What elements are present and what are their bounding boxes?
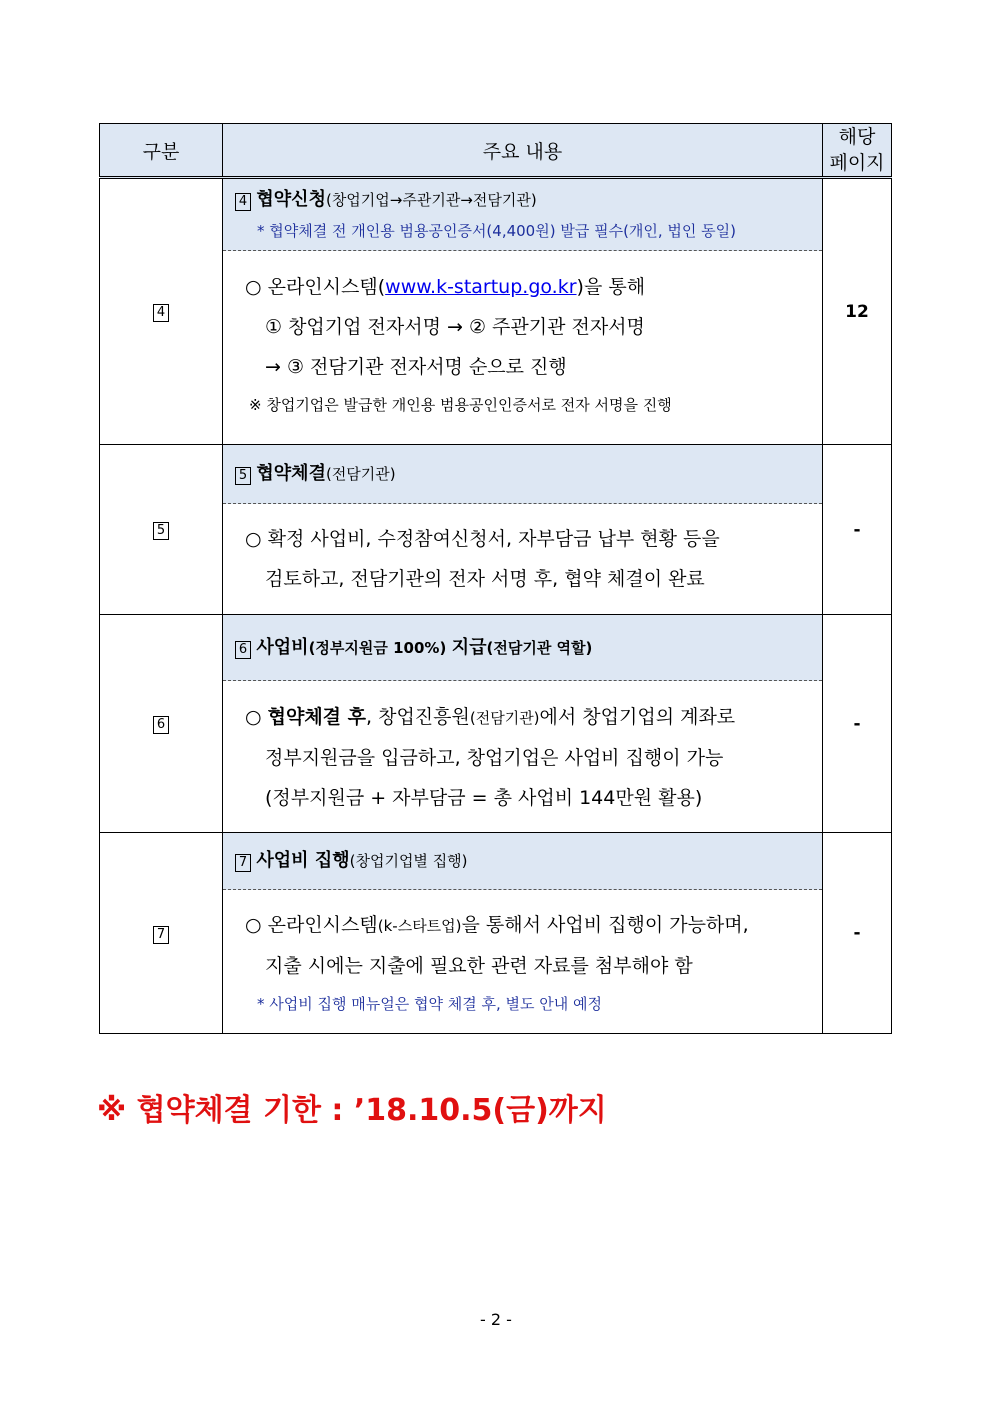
section-title-sub: (창업기업→주관기관→전담기관)	[325, 191, 537, 209]
section-body	[223, 251, 822, 423]
table-row	[100, 445, 892, 615]
step-number: 5	[153, 522, 169, 540]
content-cell	[223, 445, 823, 615]
body-text: )을 통해	[576, 276, 646, 298]
body-text: ○ 확정 사업비, 수정참여신청서, 자부담금 납부 현황 등을	[245, 528, 720, 550]
section-body	[223, 890, 822, 1022]
body-text: 에서 창업기업의 계좌로	[539, 706, 736, 728]
procedure-table	[99, 123, 892, 1034]
step-number: 7	[235, 854, 251, 872]
section-title	[223, 833, 822, 890]
step-number: 5	[235, 467, 251, 485]
section-title-text: 협약체결	[256, 463, 326, 484]
step-number: 4	[153, 304, 169, 322]
body-text: , 창업진흥원	[366, 706, 470, 728]
section-title-sub: (정부지원금 100%)	[308, 639, 447, 657]
header-category: 구분	[100, 124, 223, 178]
content-cell	[223, 833, 823, 1034]
body-note: ※ 창업기업은 발급한 개인용 범용공인인증서로 전자 서명을 진행	[249, 396, 672, 414]
body-text: ○ 온라인시스템(	[245, 276, 386, 298]
body-text: 을 통해서 사업비 집행이 가능하며,	[461, 914, 749, 936]
section-title-text: 사업비	[256, 637, 309, 658]
row-number-cell	[100, 178, 223, 445]
body-text: 검토하고, 전담기관의 전자 서명 후, 협약 체결이 완료	[265, 568, 705, 590]
header-content: 주요 내용	[223, 124, 823, 178]
row-number-cell	[100, 833, 223, 1034]
table-row	[100, 178, 892, 445]
section-title-sub: (창업기업별 집행)	[349, 852, 468, 870]
page-cell: 12	[823, 178, 892, 445]
section-title-sub: (전담기관)	[325, 465, 396, 483]
body-text: → ③ 전담기관 전자서명 순으로 진행	[265, 356, 567, 378]
body-bold-text: 협약체결 후	[267, 706, 367, 728]
page-cell: -	[823, 615, 892, 833]
section-title	[223, 179, 822, 251]
section-title	[223, 615, 822, 681]
step-number: 7	[153, 926, 169, 944]
step-number: 4	[235, 193, 251, 211]
body-text: ○	[245, 706, 268, 728]
table-header-row	[100, 124, 892, 178]
content-cell	[223, 615, 823, 833]
table-row	[100, 615, 892, 833]
body-text: (정부지원금 + 자부담금 = 총 사업비 144만원 활용)	[265, 787, 703, 809]
section-title-text: 사업비 집행	[256, 850, 350, 871]
step-number: 6	[235, 641, 251, 659]
table-row	[100, 833, 892, 1034]
step-number: 6	[153, 716, 169, 734]
row-number-cell	[100, 445, 223, 615]
section-body	[223, 504, 822, 599]
k-startup-link[interactable]: www.k-startup.go.kr	[385, 276, 577, 298]
section-title-text: 협약신청	[256, 189, 326, 210]
page-cell: -	[823, 833, 892, 1034]
page-number: - 2 -	[480, 1310, 512, 1329]
row-number-cell	[100, 615, 223, 833]
section-title-sub: (전담기관 역할)	[486, 639, 593, 657]
body-small-text: (전담기관)	[469, 709, 540, 727]
section-body	[223, 681, 822, 818]
body-text: 지출 시에는 지출에 필요한 관련 자료를 첨부해야 함	[265, 955, 693, 977]
body-small-text: (k-스타트업)	[377, 917, 462, 935]
body-text: 정부지원금을 입금하고, 창업기업은 사업비 집행이 가능	[265, 747, 724, 769]
manual-note: * 사업비 집행 매뉴얼은 협약 체결 후, 별도 안내 예정	[257, 995, 602, 1013]
content-cell	[223, 178, 823, 445]
body-text: ○ 온라인시스템	[245, 914, 378, 936]
deadline-notice: ※ 협약체결 기한 : ’18.10.5(금)까지	[97, 1093, 607, 1128]
header-page: 해당 페이지	[823, 124, 892, 178]
certificate-note: * 협약체결 전 개인용 범용공인증서(4,400원) 발급 필수(개인, 법인 동일)	[257, 222, 737, 240]
page-cell: -	[823, 445, 892, 615]
section-title	[223, 445, 822, 504]
body-text: ① 창업기업 전자서명 → ② 주관기관 전자서명	[265, 316, 645, 338]
section-title-text: 지급	[451, 637, 487, 658]
